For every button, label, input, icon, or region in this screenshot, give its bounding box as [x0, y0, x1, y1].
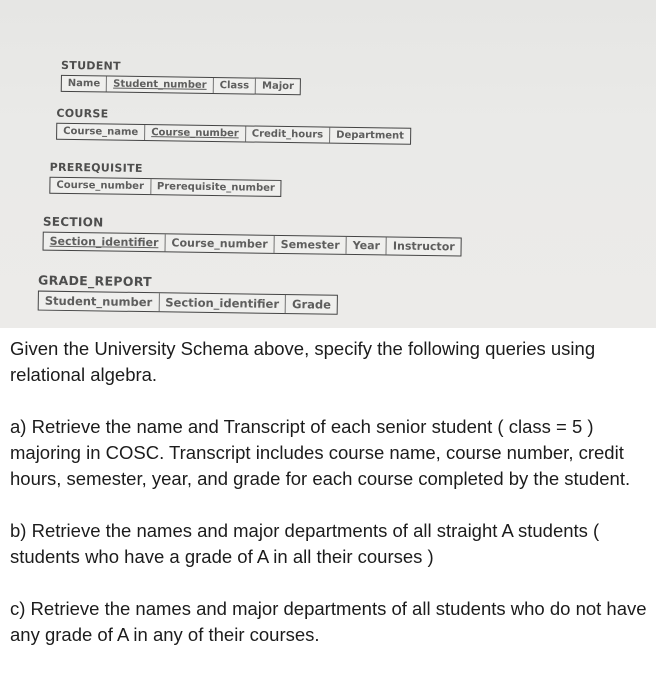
attribute-row [61, 75, 301, 95]
question-text [10, 336, 650, 674]
attribute-cell: Year [347, 237, 387, 255]
relation-section [43, 215, 463, 257]
relation-grade-report [38, 273, 339, 315]
relation-name: STUDENT [61, 58, 121, 73]
attribute-cell: Department [336, 129, 405, 142]
attribute-cell: Course_number [50, 178, 151, 194]
attribute-cell: Name [62, 76, 108, 92]
attribute-row [56, 123, 411, 145]
attribute-row [38, 291, 338, 315]
schema-photo [0, 0, 656, 328]
question-part-c: c) Retrieve the names and major departments of all students who do not have any grade of A in any of their courses. [10, 598, 647, 645]
attribute-cell: Course_number [145, 125, 246, 141]
relation-name: GRADE_REPORT [37, 272, 153, 290]
attribute-cell: Student_number [39, 292, 160, 312]
attribute-cell: Instructor [392, 239, 455, 254]
attribute-cell: Grade [291, 297, 332, 312]
attribute-cell: Prerequisite_number [156, 181, 275, 194]
relation-name: SECTION [42, 214, 104, 230]
attribute-cell: Section_identifier [44, 233, 166, 252]
relation-name: PREREQUISITE [49, 160, 143, 176]
relation-prerequisite [49, 161, 282, 197]
attribute-cell: Major [261, 80, 295, 93]
attribute-cell: Student_number [107, 77, 214, 93]
question-part-a: a) Retrieve the name and Transcript of each senior student ( class = 5 ) majoring in COSC. Transcript includes course name, course number, credit hours, semester, year, and grade for each course completed by the student. [10, 416, 631, 489]
attribute-cell: Credit_hours [246, 126, 331, 142]
attribute-cell: Course_number [165, 234, 275, 253]
attribute-cell: Class [214, 78, 257, 94]
attribute-row [49, 177, 282, 197]
relation-name: COURSE [56, 106, 109, 121]
attribute-row [43, 232, 462, 257]
relation-course [56, 107, 411, 145]
attribute-cell: Semester [275, 236, 347, 254]
relation-student [61, 59, 302, 95]
attribute-cell: Section_identifier [159, 293, 286, 313]
question-part-b: b) Retrieve the names and major departments of all straight A students ( students who have a grade of A in all their courses ) [10, 520, 600, 567]
attribute-cell: Course_name [57, 124, 145, 140]
question-intro: Given the University Schema above, specify the following queries using relational algebra. [10, 338, 596, 385]
